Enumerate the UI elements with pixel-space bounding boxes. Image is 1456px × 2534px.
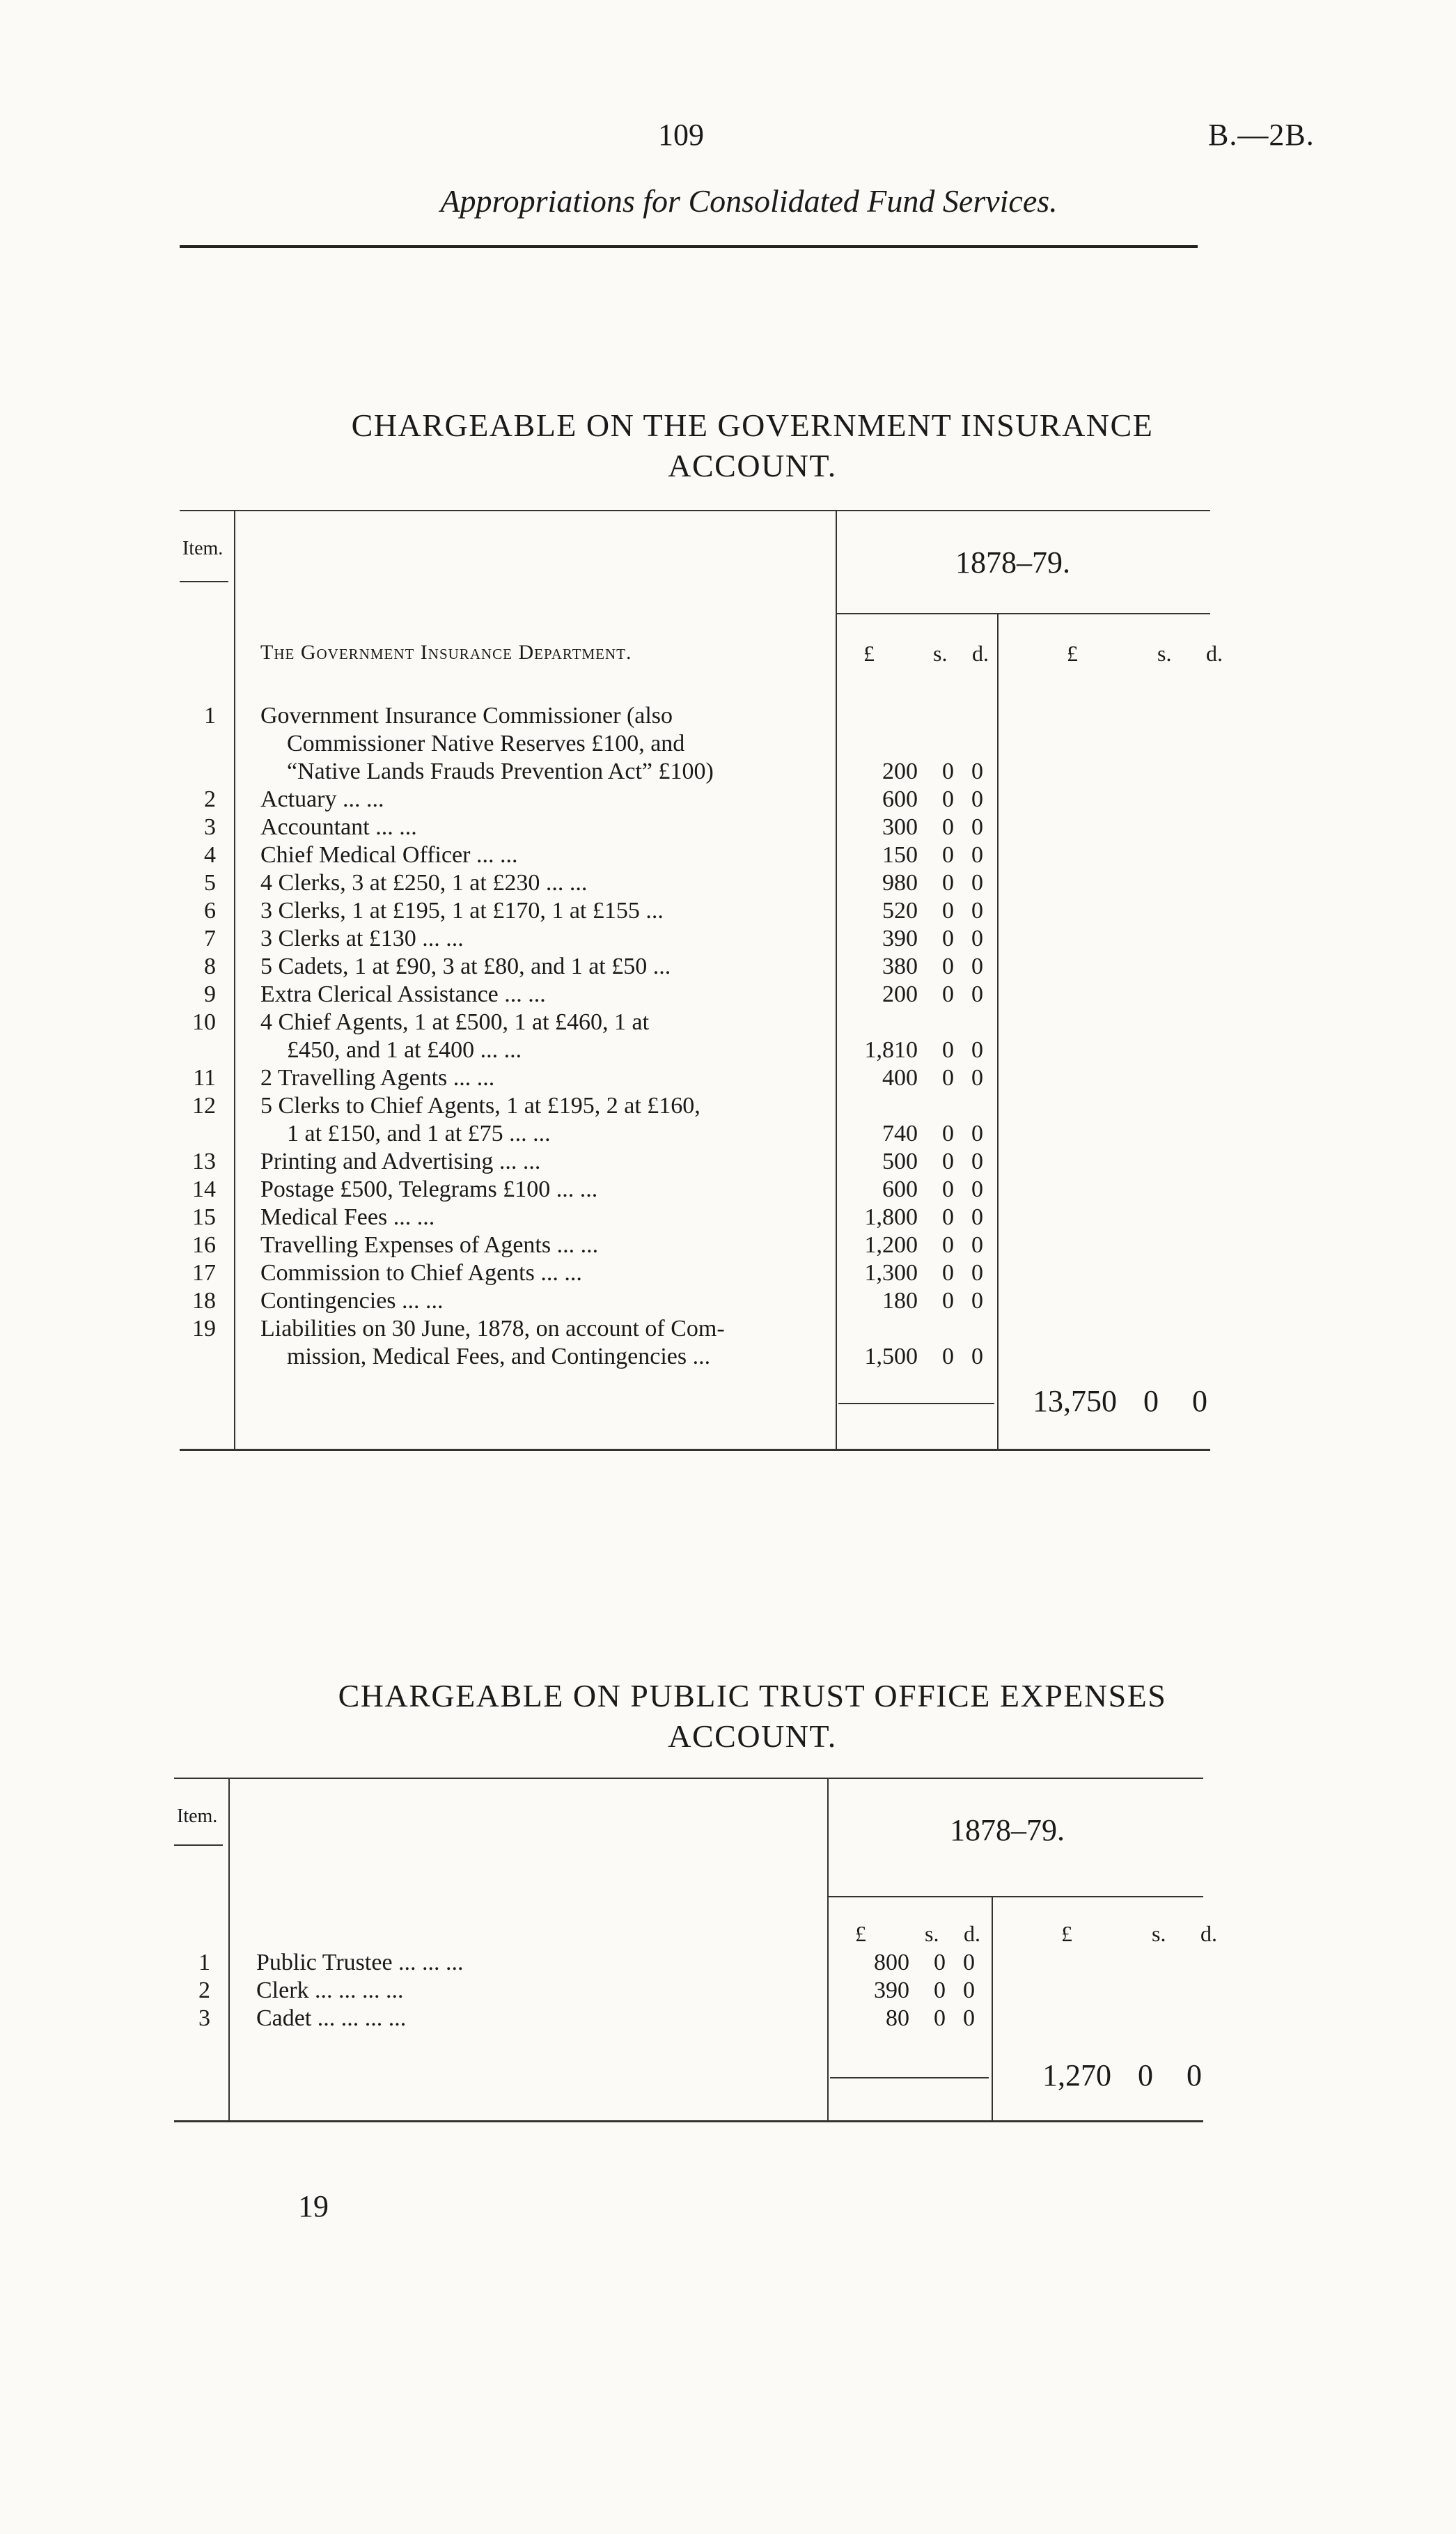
amount-shillings: 0 <box>942 1149 954 1174</box>
pounds-header: £ <box>855 1921 866 1946</box>
amount-pounds: 180 <box>882 1288 918 1314</box>
row-description: Travelling Expenses of Agents ... ... <box>260 1232 599 1258</box>
amount-shillings: 0 <box>942 814 954 840</box>
row-description: Commissioner Native Reserves £100, and <box>287 731 685 756</box>
amount-pounds: 600 <box>882 786 918 812</box>
amount-column-rule <box>827 1778 829 2120</box>
pounds-header: £ <box>863 641 875 666</box>
amount-pence: 0 <box>971 1037 983 1063</box>
total-pence: 0 <box>1192 1384 1207 1418</box>
item-number: 3 <box>198 2005 210 2031</box>
total-pounds: 13,750 <box>1033 1384 1117 1418</box>
amount-pounds: 800 <box>874 1950 909 1975</box>
amount-pence: 0 <box>971 926 983 951</box>
amount-shillings: 0 <box>942 1344 954 1369</box>
row-description: mission, Medical Fees, and Contingencies ... <box>287 1344 711 1369</box>
row-description: Public Trustee ... ... ... <box>256 1950 464 1975</box>
amount-shillings: 0 <box>942 926 954 951</box>
item-number: 19 <box>192 1316 216 1342</box>
amount-pounds: 150 <box>882 842 918 868</box>
row-description: Commission to Chief Agents ... ... <box>260 1260 582 1286</box>
row-description: Liabilities on 30 June, 1878, on account of Com- <box>260 1316 725 1342</box>
item-number: 8 <box>204 954 216 979</box>
year-underline <box>827 1896 1203 1897</box>
amount-shillings: 0 <box>934 1950 946 1975</box>
total-pounds: 1,270 <box>1042 2058 1111 2092</box>
item-number: 14 <box>192 1176 216 1202</box>
amount-pounds: 80 <box>886 2005 909 2031</box>
amount-shillings: 0 <box>942 786 954 812</box>
amount-shillings: 0 <box>942 1288 954 1314</box>
pence-header: d. <box>964 1921 980 1946</box>
amount-pence: 0 <box>971 981 983 1007</box>
amount-shillings: 0 <box>942 1176 954 1202</box>
amount-pounds: 740 <box>882 1121 918 1146</box>
amount-shillings: 0 <box>942 1037 954 1063</box>
amount-pence: 0 <box>971 1204 983 1230</box>
item-number: 18 <box>192 1288 216 1314</box>
amount-pence: 0 <box>971 1288 983 1314</box>
amount-shillings: 0 <box>942 1232 954 1258</box>
item-header: Item. <box>182 538 224 559</box>
item-number: 15 <box>192 1204 216 1230</box>
amount-pence: 0 <box>963 1950 975 1975</box>
page-subtitle: Appropriations for Consolidated Fund Services. <box>440 183 1058 219</box>
amount-pence: 0 <box>971 1149 983 1174</box>
amount-shillings: 0 <box>942 981 954 1007</box>
item-number: 17 <box>192 1260 216 1286</box>
amount-shillings: 0 <box>942 898 954 924</box>
row-description: Accountant ... ... <box>260 814 417 840</box>
amount-shillings: 0 <box>934 1977 946 2003</box>
amount-shillings: 0 <box>942 1260 954 1286</box>
item-number: 11 <box>193 1065 216 1091</box>
subtotal-rule <box>830 2077 989 2078</box>
item-number: 2 <box>198 1977 210 2003</box>
amount-shillings: 0 <box>942 842 954 868</box>
amount-pounds: 500 <box>882 1149 918 1174</box>
section1-title-line2: ACCOUNT. <box>668 448 837 483</box>
row-description: Printing and Advertising ... ... <box>260 1149 541 1174</box>
amount-pounds: 600 <box>882 1176 918 1202</box>
amount-shillings: 0 <box>942 954 954 979</box>
row-description: Postage £500, Telegrams £100 ... ... <box>260 1176 598 1202</box>
amount-shillings: 0 <box>942 870 954 896</box>
item-number: 9 <box>204 981 216 1007</box>
total-pounds-header: £ <box>1061 1921 1072 1946</box>
amount-pence: 0 <box>971 870 983 896</box>
amount-pence: 0 <box>971 898 983 924</box>
amount-shillings: 0 <box>942 1204 954 1230</box>
row-description: 3 Clerks, 1 at £195, 1 at £170, 1 at £155 ... <box>260 898 664 924</box>
item-number: 16 <box>192 1232 216 1258</box>
row-description: 3 Clerks at £130 ... ... <box>260 926 464 951</box>
row-description: Government Insurance Commissioner (also <box>260 703 673 729</box>
amount-pounds: 200 <box>882 759 918 784</box>
item-number: 1 <box>204 703 216 729</box>
amount-pence: 0 <box>971 1065 983 1091</box>
amount-pounds: 520 <box>882 898 918 924</box>
amount-pounds: 1,800 <box>864 1204 918 1230</box>
section1-title-line1: CHARGEABLE ON THE GOVERNMENT INSURANCE <box>351 407 1154 443</box>
year-header: 1878–79. <box>955 545 1070 580</box>
row-description: 4 Clerks, 3 at £250, 1 at £230 ... ... <box>260 870 588 896</box>
row-description: 5 Clerks to Chief Agents, 1 at £195, 2 at £160, <box>260 1093 700 1119</box>
row-description: 1 at £150, and 1 at £75 ... ... <box>287 1121 551 1146</box>
row-description: Contingencies ... ... <box>260 1288 444 1314</box>
item-number: 1 <box>198 1950 210 1975</box>
amount-pence: 0 <box>971 1176 983 1202</box>
amount-pence: 0 <box>971 786 983 812</box>
row-description: Actuary ... ... <box>260 786 384 812</box>
amount-pence: 0 <box>963 2005 975 2031</box>
item-header-underline <box>174 1844 223 1846</box>
row-description: 5 Cadets, 1 at £90, 3 at £80, and 1 at £50 ... <box>260 954 671 979</box>
amount-pence: 0 <box>971 1232 983 1258</box>
row-description: Extra Clerical Assistance ... ... <box>260 981 546 1007</box>
table-top-rule <box>174 1778 1203 1779</box>
signature-number: 19 <box>298 2189 329 2223</box>
amount-shillings: 0 <box>942 1121 954 1146</box>
item-number: 13 <box>192 1149 216 1174</box>
amount-pence: 0 <box>963 1977 975 2003</box>
row-description: “Native Lands Frauds Prevention Act” £100) <box>287 759 714 784</box>
row-description: Medical Fees ... ... <box>260 1204 435 1230</box>
item-column-rule <box>228 1778 230 2120</box>
shillings-header: s. <box>933 641 948 666</box>
amount-pounds: 1,200 <box>864 1232 918 1258</box>
total-shillings: 0 <box>1138 2058 1153 2092</box>
total-shillings-header: s. <box>1157 641 1172 666</box>
amount-pounds: 980 <box>882 870 918 896</box>
table-bottom-rule <box>174 2120 1203 2122</box>
shillings-header: s. <box>925 1921 939 1946</box>
amount-pounds: 1,300 <box>864 1260 918 1286</box>
amount-pence: 0 <box>971 954 983 979</box>
amount-pounds: 200 <box>882 981 918 1007</box>
amount-pounds: 380 <box>882 954 918 979</box>
amount-pence: 0 <box>971 814 983 840</box>
row-description: Cadet ... ... ... ... <box>256 2005 407 2031</box>
total-pence-header: d. <box>1200 1921 1217 1946</box>
document-reference: B.—2B. <box>1208 118 1315 152</box>
item-number: 3 <box>204 814 216 840</box>
item-number: 12 <box>192 1093 216 1119</box>
year-header: 1878–79. <box>950 1813 1065 1847</box>
page-number: 109 <box>658 118 704 152</box>
row-description: 2 Travelling Agents ... ... <box>260 1065 495 1091</box>
amount-pence: 0 <box>971 1121 983 1146</box>
item-number: 10 <box>192 1009 216 1035</box>
amount-pounds: 390 <box>882 926 918 951</box>
item-header: Item. <box>177 1805 218 1827</box>
amount-pence: 0 <box>971 1260 983 1286</box>
amount-shillings: 0 <box>942 759 954 784</box>
subtotal-column-rule <box>992 1896 993 2120</box>
item-number: 2 <box>204 786 216 812</box>
total-pence-header: d. <box>1206 641 1223 666</box>
pence-header: d. <box>972 641 989 666</box>
section2-title-line1: CHARGEABLE ON PUBLIC TRUST OFFICE EXPENSES <box>338 1678 1167 1713</box>
item-number: 7 <box>204 926 216 951</box>
total-pence: 0 <box>1187 2058 1202 2092</box>
amount-shillings: 0 <box>934 2005 946 2031</box>
department-heading: The Government Insurance Department. <box>260 641 632 664</box>
amount-shillings: 0 <box>942 1065 954 1091</box>
total-pounds-header: £ <box>1067 641 1078 666</box>
amount-pounds: 1,500 <box>864 1344 918 1369</box>
total-shillings-header: s. <box>1152 1921 1166 1946</box>
item-number: 6 <box>204 898 216 924</box>
row-description: Chief Medical Officer ... ... <box>260 842 518 868</box>
amount-pence: 0 <box>971 1344 983 1369</box>
amount-pence: 0 <box>971 842 983 868</box>
amount-pounds: 300 <box>882 814 918 840</box>
section2-title-line2: ACCOUNT. <box>668 1718 837 1754</box>
amount-pounds: 390 <box>874 1977 909 2003</box>
total-shillings: 0 <box>1143 1384 1159 1418</box>
amount-pence: 0 <box>971 759 983 784</box>
item-number: 4 <box>204 842 216 868</box>
amount-pounds: 1,810 <box>864 1037 918 1063</box>
row-description: 4 Chief Agents, 1 at £500, 1 at £460, 1 at <box>260 1009 650 1035</box>
item-number: 5 <box>204 870 216 896</box>
row-description: Clerk ... ... ... ... <box>256 1977 404 2003</box>
row-description: £450, and 1 at £400 ... ... <box>287 1037 522 1063</box>
amount-pounds: 400 <box>882 1065 918 1091</box>
